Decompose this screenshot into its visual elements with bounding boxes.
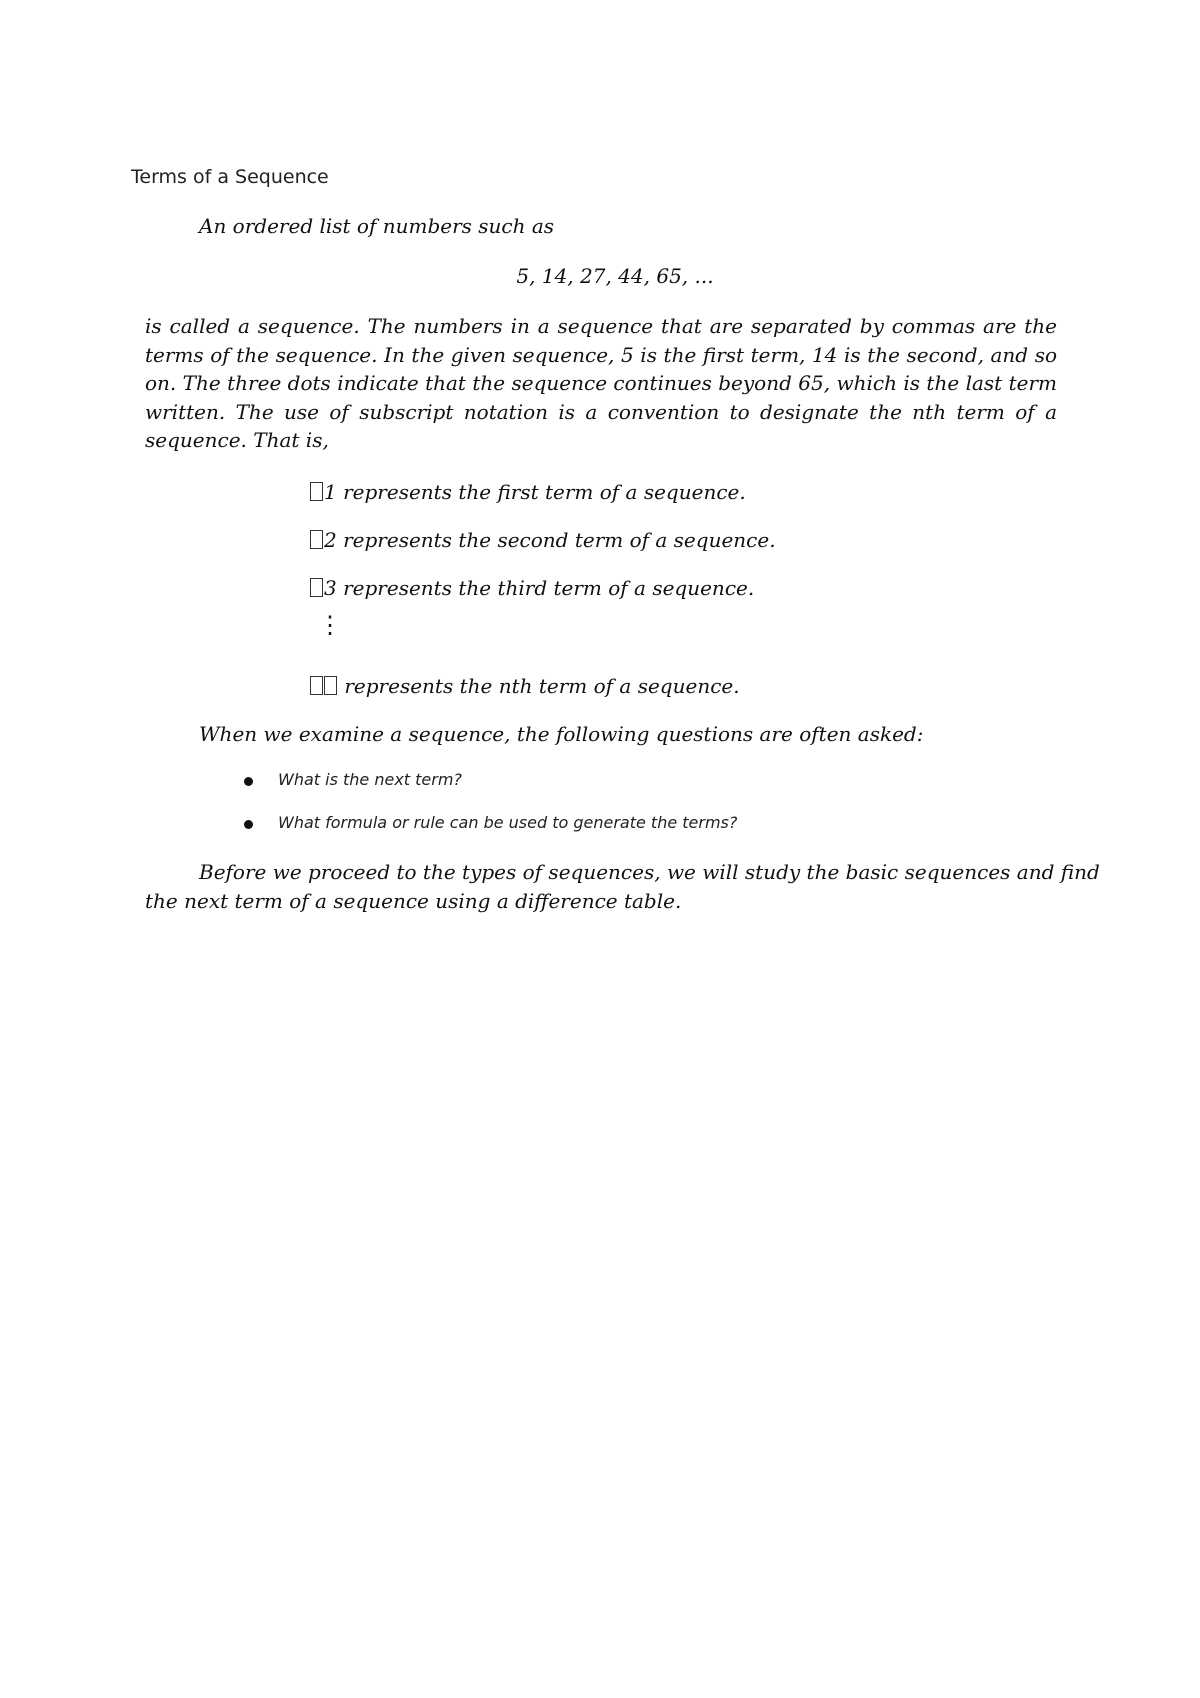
term-subscript: 3: [324, 576, 337, 600]
questions-intro: When we examine a sequence, the following questions are often asked:: [199, 722, 924, 746]
term-subscript: 1: [324, 480, 337, 504]
term-line-n: [310, 674, 740, 698]
definition-paragraph: is called a sequence. The numbers in a sequence that are separated by commas are the terms of the sequence. In the given sequence, 5 is the first term, 14 is the second, and so on. The three dots indicate that the sequence continues beyond 65, which is the last term written. The use of subscript notation is a convention to designate the nth term of a sequence. That is,: [145, 314, 1057, 452]
vertical-ellipsis: ⋮: [318, 611, 342, 639]
missing-glyph-icon: [324, 676, 337, 695]
term-line-3: [310, 576, 754, 600]
term-subscript: 2: [324, 528, 337, 552]
intro-text: An ordered list of numbers such as: [199, 214, 555, 238]
term-line-1: [310, 480, 746, 504]
section-heading: Terms of a Sequence: [131, 166, 329, 188]
term-text: represents the second term of a sequence.: [343, 528, 776, 552]
term-line-2: [310, 528, 776, 552]
missing-glyph-icon: [310, 578, 323, 597]
bullet-icon: [244, 777, 253, 786]
closing-paragraph: Before we proceed to the types of sequences, we will study the basic sequences and find the next term of a sequence using a difference table.: [145, 860, 1100, 913]
missing-glyph-icon: [310, 482, 323, 501]
term-text: represents the first term of a sequence.: [343, 480, 746, 504]
missing-glyph-icon: [310, 676, 323, 695]
missing-glyph-icon: [310, 530, 323, 549]
term-text: represents the nth term of a sequence.: [344, 674, 740, 698]
sequence-example: 5, 14, 27, 44, 65, ...: [516, 264, 714, 288]
term-text: represents the third term of a sequence.: [343, 576, 755, 600]
question-item: What formula or rule can be used to generate the terms?: [278, 813, 738, 832]
question-item: What is the next term?: [278, 770, 462, 789]
bullet-icon: [244, 820, 253, 829]
